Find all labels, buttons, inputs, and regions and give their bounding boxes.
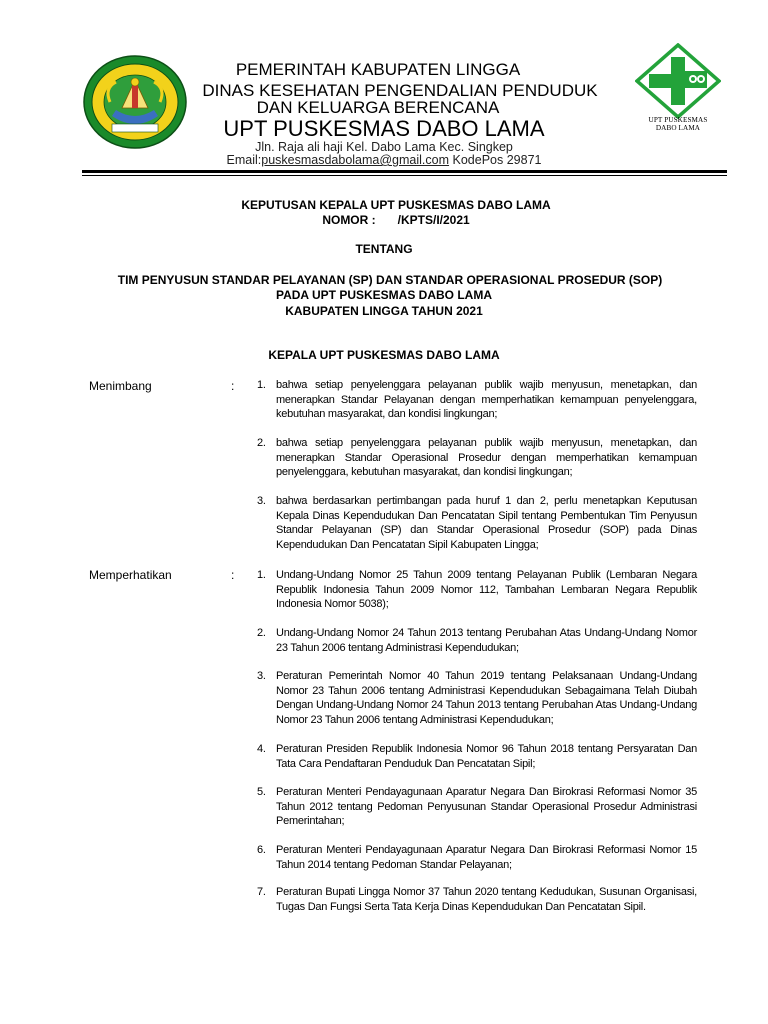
letterhead-government: PEMERINTAH KABUPATEN LINGGA [235,60,521,79]
item-text: Peraturan Menteri Pendayagunaan Aparatur Negara Dan Birokrasi Reformasi Nomor 35 Tahun 2012 tentang Pedoman Penyusunan Standar Operasional Prosedur Administrasi Pemerintahan; [276,786,697,827]
item-text: Peraturan Presiden Republik Indonesia Nomor 96 Tahun 2018 tentang Persyaratan Dan Tata Cara Pendaftaran Penduduk Dan Pencatatan Sipil; [276,743,697,770]
item-number: 7. [257,886,266,898]
item-number: 1. [257,379,266,391]
subject-line-2: PADA UPT PUSKESMAS DABO LAMA [275,288,492,302]
memperhatikan-item [257,885,697,914]
menimbang-item [257,378,697,422]
decree-number [12,213,768,227]
puskesmas-logo-icon [635,43,721,119]
menimbang-label: Menimbang [89,379,152,393]
memperhatikan-colon: : [231,568,235,582]
memperhatikan-item [257,669,697,727]
email-label: Email: [226,153,262,167]
letterhead-divider-thin [82,175,727,176]
item-number: 4. [257,743,266,755]
letterhead-department: DINAS KESEHATAN PENGENDALIAN PENDUDUK [202,81,598,100]
item-number: 2. [257,437,266,449]
item-number: 3. [257,670,266,682]
letterhead-department-cont: DAN KELUARGA BERENCANA [256,98,500,117]
puskesmas-logo-caption [632,116,724,132]
item-text: Undang-Undang Nomor 24 Tahun 2013 tentang Perubahan Atas Undang-Undang Nomor 23 Tahun 2006 tentang Administrasi Kependudukan; [276,627,697,654]
item-number: 1. [257,569,266,581]
postcode: KodePos 29871 [449,153,542,167]
item-number: 6. [257,844,266,856]
nomor-label: NOMOR : [322,213,376,227]
tentang-heading: TENTANG [355,242,413,256]
item-number: 3. [257,495,266,507]
letterhead-institution: UPT PUSKESMAS DABO LAMA [223,116,545,141]
memperhatikan-item [257,785,697,829]
item-text: bahwa setiap penyelenggara pelayanan publik wajib menyusun, menetapkan, dan menerapkan Standar Pelayanan dengan memperhatikan kemampuan penyelenggara, kebutuhan masyarakat, dan kondisi lingkungan; [276,379,697,420]
nomor-value: /KPTS/I/2021 [397,213,470,227]
email-link[interactable]: puskesmasdabolama@gmail.com [261,153,450,167]
item-number: 2. [257,627,266,639]
memperhatikan-item [257,568,697,612]
memperhatikan-item [257,843,697,872]
letterhead-contact [0,153,768,167]
item-text: Peraturan Pemerintah Nomor 40 Tahun 2019 tentang Pelaksanaan Undang-Undang Nomor 23 Tahun 2006 tentang Administrasi Kependudukan Sebagaimana Telah Diubah Dengan Undang-Undang Nomor 24 Tahun 2013 tentang Perubahan Atas Undang-Undang Nomor 23 Tahun 2006 tentang Administrasi Kependudukan; [276,670,697,726]
menimbang-item [257,436,697,480]
menimbang-item [257,494,697,552]
official-heading: KEPALA UPT PUSKESMAS DABO LAMA [268,348,500,362]
logo-caption-line2: DABO LAMA [655,124,701,132]
memperhatikan-item [257,742,697,771]
memperhatikan-label: Memperhatikan [89,568,172,582]
logo-caption-line1: UPT PUSKESMAS [648,116,708,124]
memperhatikan-item [257,626,697,655]
item-text: Peraturan Menteri Pendayagunaan Aparatur Negara Dan Birokrasi Reformasi Nomor 15 Tahun 2014 tentang Pedoman Standar Pelayanan; [276,844,697,871]
letterhead-address: Jln. Raja ali haji Kel. Dabo Lama Kec. Singkep [255,140,513,154]
item-text: Undang-Undang Nomor 25 Tahun 2009 tentang Pelayanan Publik (Lembaran Negara Republik Indonesia Tahun 2009 Nomor 112, Tambahan Lembaran Negara Republik Indonesia Nomor 5038); [276,569,697,610]
decree-title: KEPUTUSAN KEPALA UPT PUSKESMAS DABO LAMA [241,198,551,212]
subject-line-1: TIM PENYUSUN STANDAR PELAYANAN (SP) DAN STANDAR OPERASIONAL PROSEDUR (SOP) [117,273,663,287]
subject-line-3: KABUPATEN LINGGA TAHUN 2021 [285,304,483,318]
item-text: bahwa setiap penyelenggara pelayanan publik wajib menyusun, menetapkan, dan menerapkan Standar Operasional Prosedur dengan memperhatikan kemampuan penyelenggara, kebutuhan masyarakat, dan kondisi lingkungan; [276,437,697,478]
letterhead-divider-thick [82,170,727,173]
item-text: Peraturan Bupati Lingga Nomor 37 Tahun 2020 tentang Kedudukan, Susunan Organisasi, Tugas Dan Fungsi Serta Tata Kerja Dinas Kependudukan Dan Pencatatan Sipil. [276,886,697,913]
menimbang-colon: : [231,379,235,393]
item-text: bahwa berdasarkan pertimbangan pada huruf 1 dan 2, perlu menetapkan Keputusan Kepala Dinas Kependudukan Dan Pencatatan Sipil tentang Pembentukan Tim Penyusun Standar Pelayanan (SP) dan Standar Operasional Prosedur (SOP) pada Dinas Kependudukan Dan Pencatatan Sipil Kabupaten Lingga; [276,495,697,551]
item-number: 5. [257,786,266,798]
